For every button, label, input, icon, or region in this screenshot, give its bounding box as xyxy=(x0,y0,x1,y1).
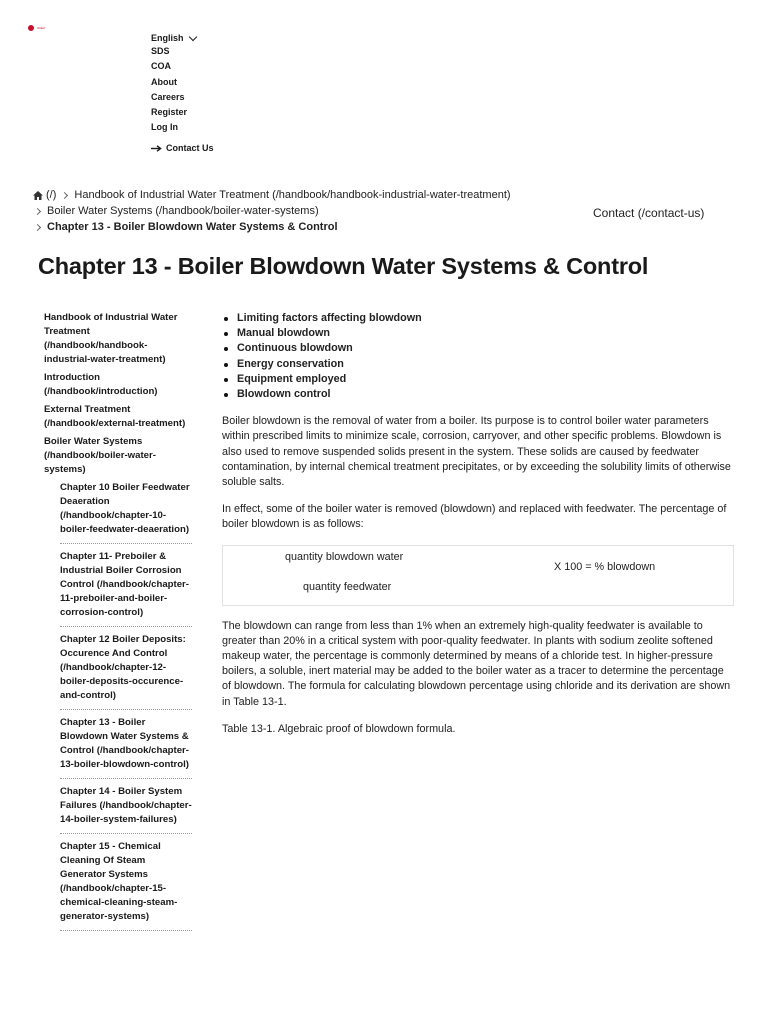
paragraph-range: The blowdown can range from less than 1% when an extremely high-quality feedwater is available to greater than 20% in a critical system with poor-quality feedwater. In plants with sodium zeolite softened makeup water, the percentage is commonly determined by means of a chloride test. In higher-pressure boilers, a soluble, inert material may be added to the boiler water as a tracer to determine the percentage of blowdown. The formula for calculating blowdown percentage using chloride and its derivation are shown in Table 13-1. xyxy=(222,619,731,708)
formula-numerator: quantity blowdown water xyxy=(285,550,404,563)
breadcrumb-home[interactable]: (/) xyxy=(46,189,57,201)
home-icon[interactable] xyxy=(33,191,43,200)
page-title: Chapter 13 - Boiler Blowdown Water Systems & Control xyxy=(38,253,649,279)
chevron-right-icon xyxy=(34,207,41,214)
language-selector[interactable] xyxy=(151,31,214,46)
contact-us-link[interactable] xyxy=(151,141,214,156)
nav-link-register[interactable]: Register xyxy=(151,106,188,117)
language-label: English xyxy=(151,33,184,44)
nav-link-about[interactable]: About xyxy=(151,76,177,87)
formula-result: X 100 = % blowdown xyxy=(554,560,656,573)
paragraph-effect: In effect, some of the boiler water is removed (blowdown) and replaced with feedwater. The percentage of boiler blowdown is as follows: xyxy=(222,503,727,531)
nav-link-sds[interactable]: SDS xyxy=(151,46,170,57)
list-item: Equipment employed xyxy=(236,372,734,387)
formula-denominator: quantity feedwater xyxy=(303,580,392,593)
nav-link-careers[interactable]: Careers xyxy=(151,91,185,102)
table-caption: Table 13-1. Algebraic proof of blowdown formula. xyxy=(222,722,456,735)
breadcrumb-level1[interactable]: Handbook of Industrial Water Treatment (/handbook/handbook-industrial-water-treatment) xyxy=(74,189,511,201)
main-content xyxy=(222,311,734,749)
sidebar-item-chapter-13[interactable]: Chapter 13 - Boiler Blowdown Water Systems & Control (/handbook/chapter-13-boiler-blowdown-control) xyxy=(60,716,192,779)
list-item: Energy conservation xyxy=(236,357,734,372)
sidebar-item-handbook[interactable]: Handbook of Industrial Water Treatment (/handbook/handbook-industrial-water-treatment) xyxy=(44,312,178,365)
sidebar-item-chapter-14[interactable]: Chapter 14 - Boiler System Failures (/handbook/chapter-14-boiler-system-failures) xyxy=(60,785,192,834)
sidebar-nav xyxy=(44,311,192,937)
paragraph-intro: Boiler blowdown is the removal of water from a boiler. Its purpose is to control boiler water parameters within prescribed limits to minimize scale, corrosion, carryover, and other specific problems. Blowdown is also used to remove suspended solids present in the system. These solids are caused by feedwater contamination, by internal chemical treatment precipitates, or by exceeding the solubility limits of otherwise soluble salts. xyxy=(222,415,731,489)
list-item: Limiting factors affecting blowdown xyxy=(236,311,734,326)
breadcrumb-row-2 xyxy=(33,203,511,219)
breadcrumb-row-3 xyxy=(33,219,511,235)
sidebar-item-external-treatment[interactable]: External Treatment (/handbook/external-treatment) xyxy=(44,404,186,429)
list-item: Blowdown control xyxy=(236,387,734,402)
sidebar-item-chapter-15[interactable]: Chapter 15 - Chemical Cleaning Of Steam Generator Systems (/handbook/chapter-15-chemical-cleaning-steam-generator-systems) xyxy=(60,840,192,931)
nav-link-login[interactable]: Log In xyxy=(151,122,178,133)
breadcrumb-row-1 xyxy=(33,187,511,203)
list-item: Manual blowdown xyxy=(236,326,734,341)
chevron-right-icon xyxy=(34,223,41,230)
breadcrumb xyxy=(33,187,511,235)
logo-text: SUEZ xyxy=(37,26,46,30)
sidebar-item-boiler-water-systems[interactable]: Boiler Water Systems (/handbook/boiler-water-systems) xyxy=(44,436,156,475)
logo-mark-icon xyxy=(28,25,34,31)
list-item: Continuous blowdown xyxy=(236,341,734,356)
contact-link[interactable]: Contact (/contact-us) xyxy=(593,206,705,220)
top-nav xyxy=(151,31,214,157)
sidebar-item-chapter-11[interactable]: Chapter 11- Preboiler & Industrial Boiler Corrosion Control (/handbook/chapter-11-preboiler-and-boiler-corrosion-control) xyxy=(60,550,192,627)
arrow-right-icon xyxy=(151,145,162,152)
nav-link-coa[interactable]: COA xyxy=(151,61,171,72)
contact-us-label: Contact Us xyxy=(166,143,214,154)
logo[interactable] xyxy=(28,25,45,31)
breadcrumb-current: Chapter 13 - Boiler Blowdown Water Systems & Control xyxy=(47,221,338,233)
breadcrumb-level2[interactable]: Boiler Water Systems (/handbook/boiler-water-systems) xyxy=(47,205,319,217)
sidebar-item-chapter-12[interactable]: Chapter 12 Boiler Deposits: Occurence And Control (/handbook/chapter-12-boiler-deposits-occurence-and-control) xyxy=(60,633,192,710)
chevron-right-icon xyxy=(61,191,68,198)
sidebar-item-chapter-10[interactable]: Chapter 10 Boiler Feedwater Deaeration (/handbook/chapter-10-boiler-feedwater-deaeration) xyxy=(60,481,192,544)
blowdown-formula xyxy=(222,545,734,606)
chevron-down-icon xyxy=(188,32,196,40)
topic-list xyxy=(222,311,734,402)
sidebar-item-introduction[interactable]: Introduction (/handbook/introduction) xyxy=(44,372,158,397)
